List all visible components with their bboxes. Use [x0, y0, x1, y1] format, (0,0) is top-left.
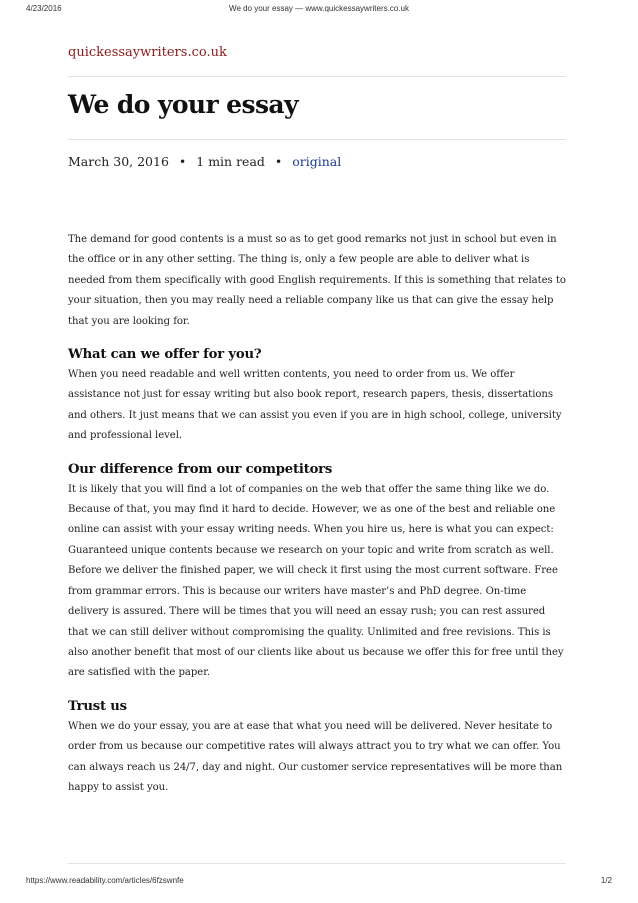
- divider: [68, 76, 566, 77]
- section-heading: Our difference from our competitors: [68, 461, 333, 477]
- read-time: 1 min read: [196, 154, 265, 169]
- print-footer: [0, 876, 638, 888]
- page-number: 1/2: [600, 876, 612, 885]
- print-date: 4/23/2016: [26, 4, 62, 13]
- section-paragraph: When we do your essay, you are at ease that what you need will be delivered. Never hesitate to order from us because our competitive rates will always attract you to try what we can offer. You can always reach us 24/7, day and night. Our customer service representatives will be more than happy to assist you.: [68, 720, 563, 793]
- section-paragraph: When you need readable and well written contents, you need to order from us. We offer assistance not just for essay writing but also book report, research papers, thesis, dissertations and others. It just means that we can assist you even if you are in high school, college, university and professional level.: [68, 369, 562, 442]
- meta-separator: •: [178, 154, 187, 169]
- section-heading: What can we offer for you?: [68, 347, 262, 363]
- article-meta: [68, 154, 341, 169]
- print-page-title: We do your essay — www.quickessaywriters.co.uk: [229, 4, 409, 13]
- article-body: [68, 230, 566, 798]
- publish-date: March 30, 2016: [68, 154, 169, 169]
- article-title: We do your essay: [68, 90, 298, 119]
- print-url: https://www.readability.com/articles/6fzswnfe: [26, 876, 184, 885]
- original-link[interactable]: original: [292, 154, 342, 169]
- section-paragraph: It is likely that you will find a lot of companies on the web that offer the same thing like we do. Because of that, you may find it hard to decide. However, we as one of the best and reliable one online can assist with your essay writing needs. When you hire us, here is what you can expect: Guaranteed unique contents because we research on your topic and write from scratch as well. Before we deliver the finished paper, we will check it first using the most current software. Free from grammar errors. This is because our writers have master’s and PhD degree. On-time delivery is assured. There will be times that you will need an essay rush; you can rest assured that we can still deliver without compromising the quality. Unlimited and free revisions. This is also another benefit that most of our clients like about us because we offer this for free until they are satisfied with the paper.: [68, 483, 564, 679]
- divider: [68, 863, 566, 864]
- site-name-link[interactable]: quickessaywriters.co.uk: [68, 45, 227, 60]
- section-heading: Trust us: [68, 698, 127, 714]
- meta-separator: •: [274, 154, 283, 169]
- intro-paragraph: The demand for good contents is a must so as to get good remarks not just in school but even in the office or in any other setting. The thing is, only a few people are able to deliver what is needed from them specifically with good English requirements. If this is something that relates to your situation, then you may really need a reliable company like us that can give the essay help that you are looking for.: [68, 234, 566, 327]
- print-header: [0, 4, 638, 16]
- divider: [68, 139, 566, 140]
